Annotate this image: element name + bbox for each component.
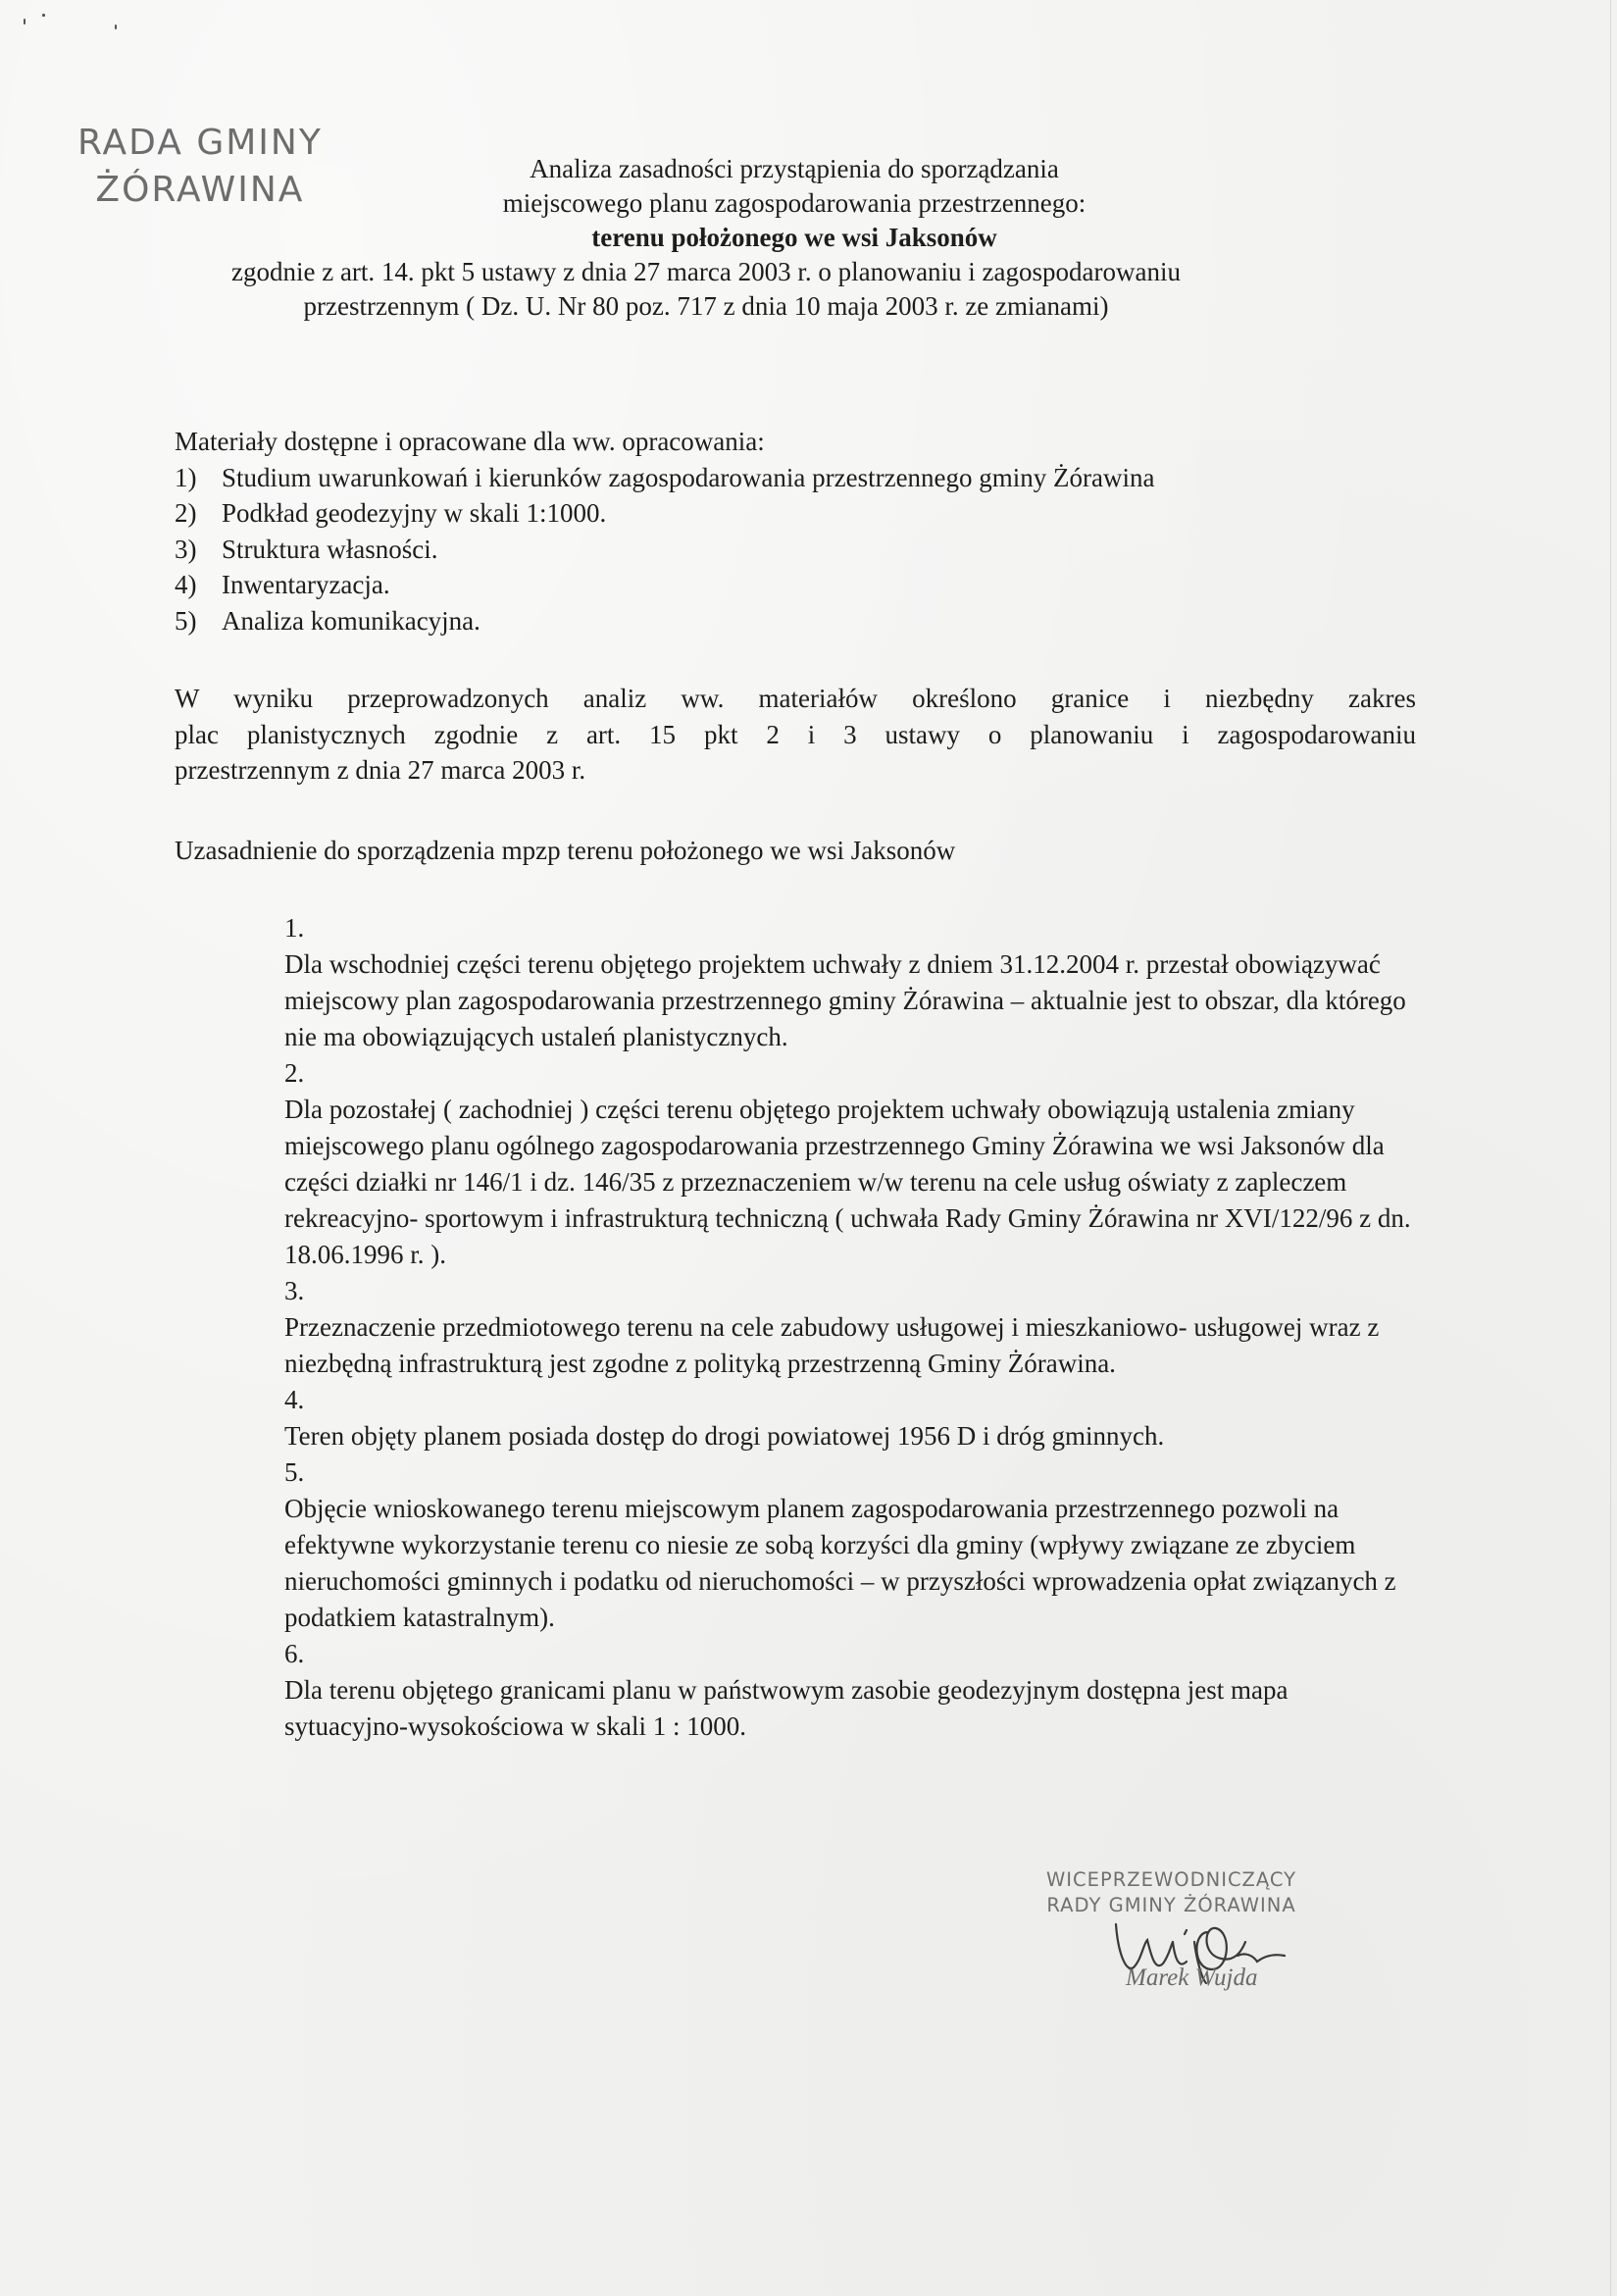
materials-item <box>175 495 1155 532</box>
materials-item-text: Podkład geodezyjny w skali 1:1000. <box>222 498 607 528</box>
point-line: i mieszkaniowo- usługowej wraz z niezbędną infrastrukturą jest zgodne <box>284 1312 1380 1378</box>
point-number: 5. <box>284 1457 305 1487</box>
title-legal-basis-1: zgodnie z art. 14. pkt 5 ustawy z dnia 27 marca 2003 r. o planowaniu i zagospodarowaniu <box>231 257 1181 286</box>
justification-point <box>284 1273 1418 1382</box>
point-line: planistycznych. <box>622 1022 788 1051</box>
title-line-2: miejscowego planu zagospodarowania przestrzennego: <box>502 188 1086 218</box>
justification-point <box>284 1055 1418 1273</box>
materials-section <box>175 424 1155 638</box>
paragraph-line: W wyniku przeprowadzonych analiz ww. materiałów określono granice i niezbędny zakres <box>175 684 1416 713</box>
materials-item-number: 2) <box>175 498 197 528</box>
point-line: podatku od nieruchomości – w przyszłości wprowadzenia opłat związanych z <box>573 1566 1396 1596</box>
point-line: Dla terenu objętego granicami planu w państwowym zasobie geodezyjnym <box>284 1675 1081 1705</box>
point-line: korzyści dla gminy (wpływy związane ze zbyciem nieruchomości gminnych i <box>284 1530 1356 1596</box>
scan-edge <box>1610 0 1611 2296</box>
logo-line-2: ŻÓRAWINA <box>95 170 305 210</box>
justification-point <box>284 1636 1418 1745</box>
point-line: przestrzennego pozwoli na efektywne wykorzystanie terenu co niesie ze sobą <box>284 1494 1339 1559</box>
point-line: gminnych. <box>1051 1421 1165 1451</box>
point-line: dz. 146/35 z przeznaczeniem w/w terenu na cele usług oświaty z zapleczem <box>543 1167 1347 1197</box>
title-line-1: Analiza zasadności przystąpienia do sporządzania <box>530 154 1059 183</box>
point-line: Dla pozostałej ( zachodniej ) części terenu objętego projektem uchwały <box>284 1095 1041 1124</box>
signer-name: Marek Wujda <box>1126 1964 1258 1991</box>
justification-point <box>284 1454 1418 1636</box>
point-number: 1. <box>284 913 305 943</box>
materials-item-number: 5) <box>175 605 197 636</box>
point-line: dostępna jest mapa sytuacyjno-wysokościowa w skali 1 : 1000. <box>284 1675 1289 1741</box>
title-legal-basis-2: przestrzennym ( Dz. U. Nr 80 poz. 717 z dnia 10 maja 2003 r. ze zmianami) <box>303 291 1109 321</box>
point-number: 4. <box>284 1385 305 1414</box>
materials-item-text: Struktura własności. <box>222 534 438 564</box>
materials-intro: Materiały dostępne i opracowane dla ww. opracowania: <box>175 427 765 456</box>
title-subject: terenu położonego we wsi Jaksonów <box>591 223 997 252</box>
paragraph-line: przestrzennym z dnia 27 marca 2003 r. <box>175 755 586 785</box>
point-line: Żórawina nr XVI/122/96 z dn. 18.06.1996 r. ). <box>284 1203 1411 1269</box>
point-line: Przeznaczenie przedmiotowego terenu na cele zabudowy usługowej <box>284 1312 1005 1342</box>
document-title <box>147 152 1265 324</box>
official-stamp <box>1046 1867 1296 1918</box>
analysis-paragraph <box>175 681 1416 789</box>
scan-speck <box>24 19 25 25</box>
materials-item-text: Studium uwarunkowań i kierunków zagospodarowania przestrzennego gminy Żórawina <box>222 462 1155 492</box>
materials-item <box>175 603 1155 639</box>
stamp-title: WICEPRZEWODNICZĄCY <box>1046 1868 1297 1891</box>
materials-item-text: Analiza komunikacyjna. <box>222 605 480 636</box>
scan-speck <box>115 25 117 29</box>
justification-point <box>284 1382 1418 1454</box>
point-line: rekreacyjno- sportowym i infrastrukturą techniczną ( uchwała Rady Gminy <box>284 1203 1082 1233</box>
point-line: podatkiem katastralnym). <box>284 1603 555 1632</box>
materials-item <box>175 532 1155 568</box>
materials-item-number: 1) <box>175 462 197 492</box>
scan-speck <box>42 14 45 17</box>
point-line: przestrzennego Gminy Żórawina we wsi Jaksonów dla części działki nr 146/1 i <box>284 1131 1385 1197</box>
materials-item-number: 4) <box>175 570 197 599</box>
stamp-council: RADY GMINY ŻÓRAWINA <box>1046 1894 1296 1916</box>
materials-item <box>175 460 1155 496</box>
point-number: 3. <box>284 1276 305 1305</box>
logo-line-1: RADA GMINY <box>77 123 323 163</box>
materials-item-number: 3) <box>175 534 197 564</box>
point-line: Objęcie wnioskowanego terenu miejscowym planem zagospodarowania <box>284 1494 1049 1523</box>
justification-heading: Uzasadnienie do sporządzenia mpzp terenu położonego we wsi Jaksonów <box>175 836 956 865</box>
materials-item-text: Inwentaryzacja. <box>222 570 390 599</box>
justification-point <box>284 910 1418 1055</box>
point-line: przestał obowiązywać miejscowy plan zagospodarowania przestrzennego gminy <box>284 949 1381 1015</box>
point-line: Teren objęty planem posiada dostęp do drogi powiatowej 1956 D i dróg <box>284 1421 1045 1451</box>
point-line: Dla wschodniej części terenu objętego projektem uchwały z dniem 31.12.2004 r. <box>284 949 1139 979</box>
point-number: 6. <box>284 1639 305 1668</box>
point-number: 2. <box>284 1058 305 1088</box>
materials-item <box>175 567 1155 603</box>
paragraph-line: plac planistycznych zgodnie z art. 15 pkt 2 i 3 ustawy o planowaniu i zagospodarowaniu <box>175 719 1416 749</box>
point-line: Żórawina – aktualnie jest to obszar, dla którego nie ma obowiązujących ustaleń <box>284 986 1406 1051</box>
point-line: obowiązują ustalenia zmiany miejscowego planu ogólnego zagospodarowania <box>284 1095 1355 1160</box>
point-line: z polityką przestrzenną Gminy Żórawina. <box>675 1349 1116 1378</box>
justification-list <box>284 910 1418 1745</box>
